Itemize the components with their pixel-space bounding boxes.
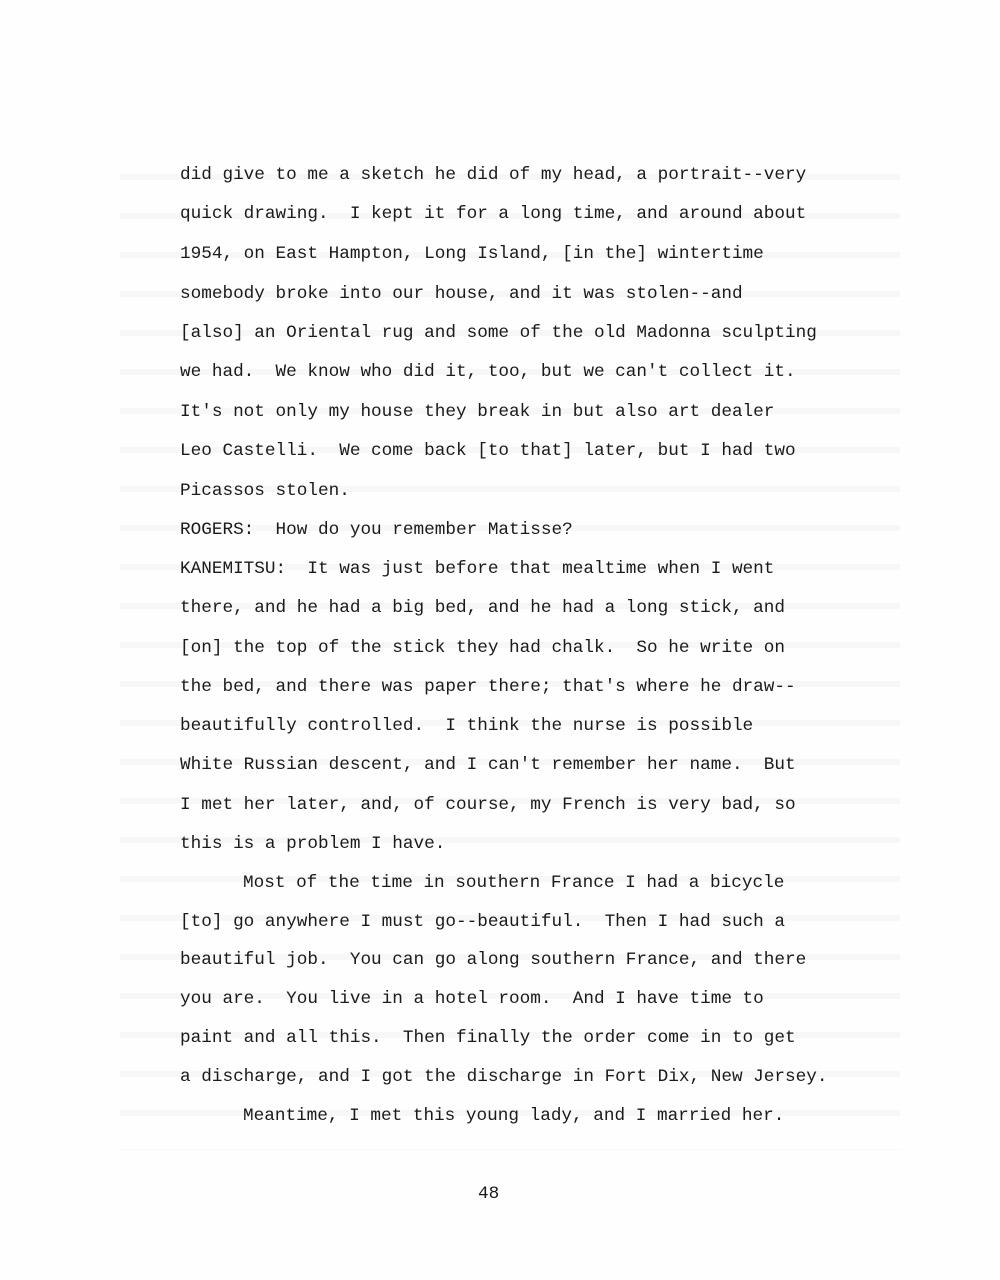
text-line-12: there, and he had a big bed, and he had a long stick, and (180, 598, 786, 618)
paragraph-start-line: Most of the time in southern France I had a bicycle (243, 873, 785, 893)
text-line-2: quick drawing. I kept it for a long time, and around about (180, 204, 807, 224)
page-number: 48 (478, 1184, 500, 1204)
text-line-18: this is a problem I have. (180, 834, 446, 854)
text-line-8: Leo Castelli. We come back [to that] later, but I had two (180, 441, 796, 461)
text-line-5: [also] an Oriental rug and some of the old Madonna sculpting (180, 323, 817, 343)
text-line-24: a discharge, and I got the discharge in Fort Dix, New Jersey. (180, 1067, 828, 1087)
text-line-20: [to] go anywhere I must go--beautiful. Then I had such a (180, 912, 786, 932)
text-line-9: Picassos stolen. (180, 481, 350, 501)
text-line-3: 1954, on East Hampton, Long Island, [in the] wintertime (180, 244, 764, 264)
text-line-7: It's not only my house they break in but also art dealer (180, 402, 775, 422)
text-line-17: I met her later, and, of course, my French is very bad, so (180, 795, 796, 815)
text-line-15: beautifully controlled. I think the nurse is possible (180, 716, 754, 736)
text-line-1: did give to me a sketch he did of my head, a portrait--very (180, 165, 807, 185)
speaker-line-kanemitsu: KANEMITSU: It was just before that mealtime when I went (180, 559, 775, 579)
text-line-14: the bed, and there was paper there; that's where he draw-- (180, 677, 796, 697)
text-line-22: you are. You live in a hotel room. And I have time to (180, 989, 764, 1009)
text-line-6: we had. We know who did it, too, but we can't collect it. (180, 362, 796, 382)
text-line-13: [on] the top of the stick they had chalk. So he write on (180, 638, 786, 658)
text-line-16: White Russian descent, and I can't remember her name. But (180, 755, 796, 775)
text-line-4: somebody broke into our house, and it was stolen--and (180, 284, 743, 304)
speaker-line-rogers: ROGERS: How do you remember Matisse? (180, 520, 573, 540)
text-line-23: paint and all this. Then finally the order come in to get (180, 1028, 796, 1048)
text-line-21: beautiful job. You can go along southern France, and there (180, 950, 807, 970)
paragraph-start-line-2: Meantime, I met this young lady, and I married her. (243, 1106, 785, 1126)
